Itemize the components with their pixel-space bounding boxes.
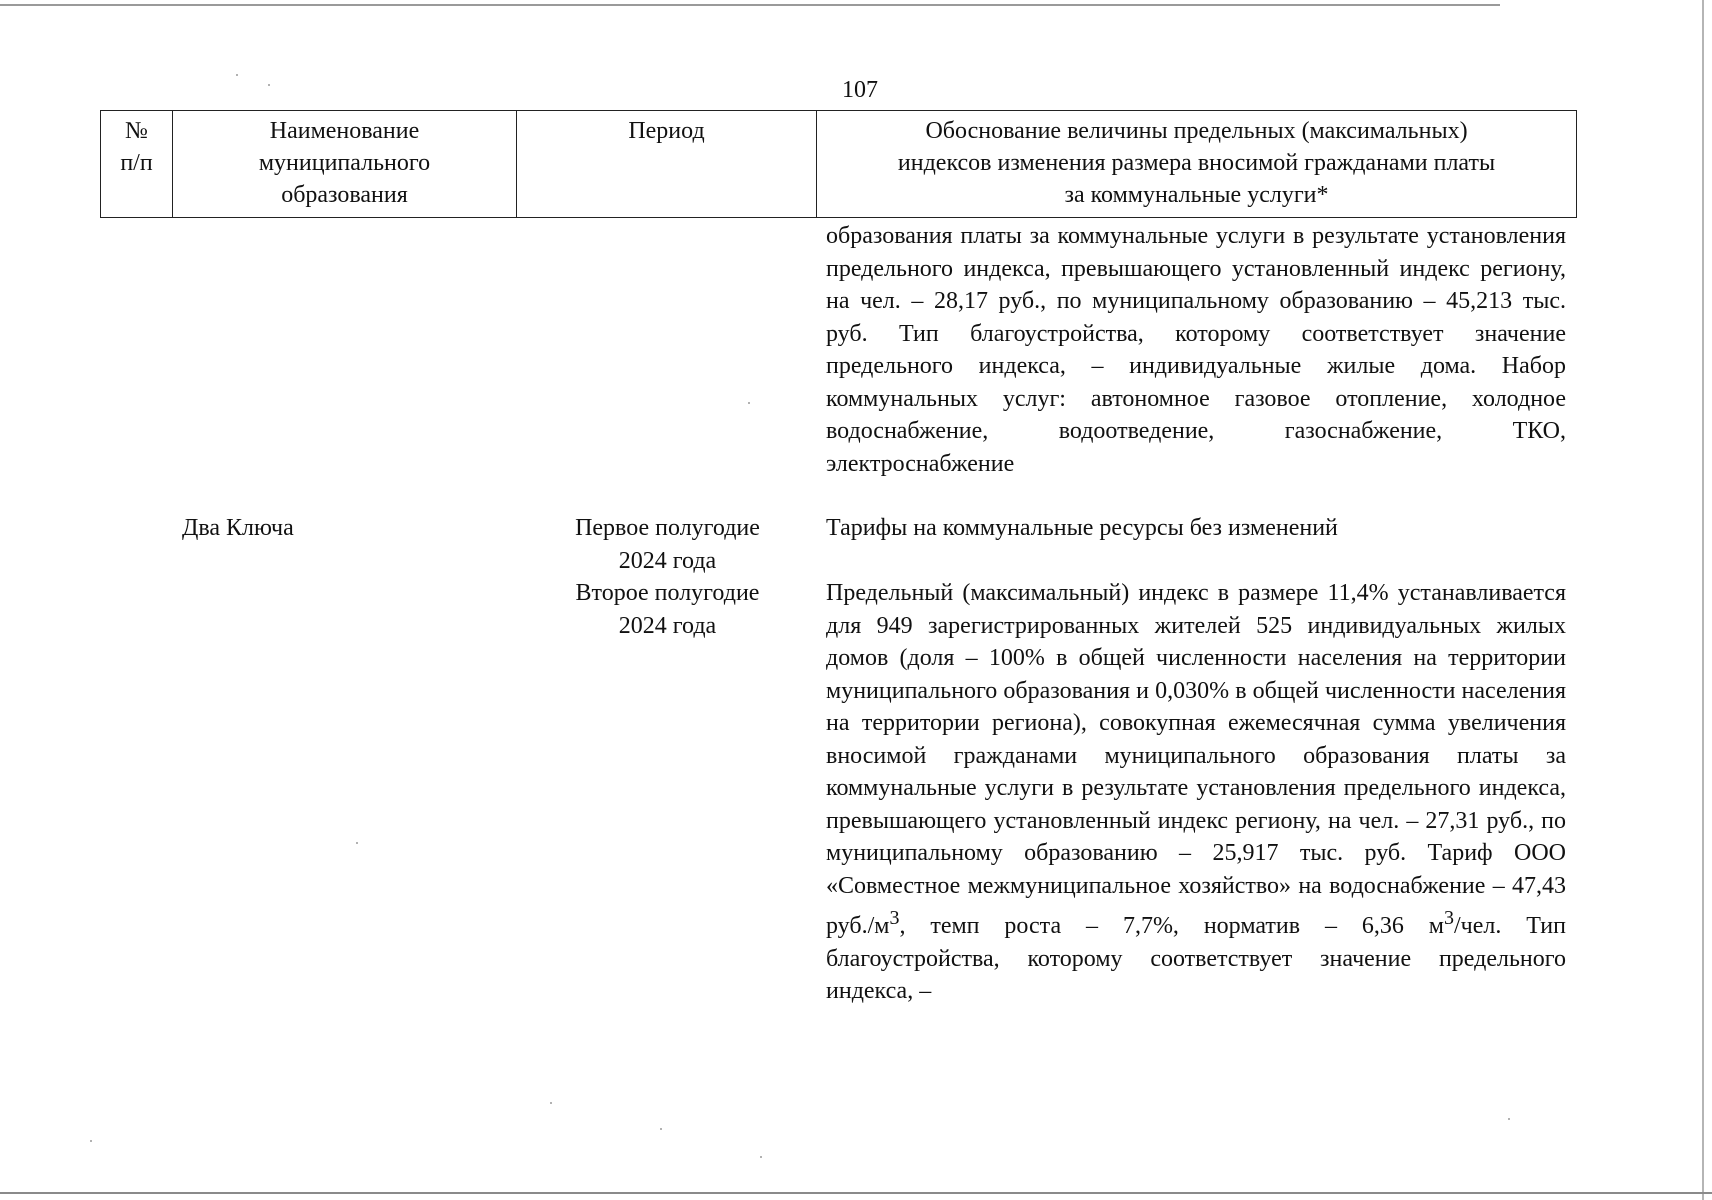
basis-second-text-part2: , темп роста – 7,7%, норматив – 6,36 м [899, 913, 1444, 939]
municipality-name: Два Ключа [182, 515, 294, 541]
header-number-cell: № п/п [101, 111, 173, 218]
scan-speck [268, 84, 270, 86]
scan-speck [90, 1140, 92, 1142]
basis-second-text-part1: Предельный (максимальный) индекс в размере 11,4% устанавливается для 949 зарегистрированных жителей 525 индивидуальных жилых домов (доля – 100% в общей численности населения на территории муниципального образования и 0,030% в общей численности населения на территории региона), совокупная ежемесячная сумма увеличения вносимой гражданами муниципального образования платы за коммунальные услуги в результате установления предельного индекса, превышающего установленный индекс региону, на чел. – 27,31 руб., по муниципальному образованию – 25,917 тыс. руб. Тариф ООО «Совместное межмуниципальное хозяйство» на водоснабжение – 47,43 руб./м [826, 580, 1566, 939]
basis-second-text-part3: /чел. Тип благоустройства, которому соответствует значение предельного индекса, – [826, 913, 1566, 1004]
period-second-half [545, 577, 790, 642]
table-header [100, 110, 1577, 218]
superscript-cubic-2: 3 [1443, 907, 1454, 929]
scan-speck [660, 1128, 662, 1130]
period-first-half [545, 512, 790, 577]
scan-border-bottom [0, 1192, 1712, 1194]
scan-speck [236, 74, 238, 76]
scan-speck [760, 1156, 762, 1158]
period-first-line1: Первое полугодие [575, 515, 760, 541]
period-first-line2: 2024 года [618, 547, 717, 574]
scan-border-right [1702, 0, 1704, 1200]
basis-first-half: Тарифы на коммунальные ресурсы без изменений [826, 515, 1338, 541]
scan-speck [748, 402, 750, 404]
header-name-cell: Наименование муниципального образования [173, 111, 517, 218]
scan-speck [356, 842, 358, 844]
table-header-row [101, 111, 1577, 218]
scan-border-top [0, 4, 1500, 6]
period-second-line2: 2024 года [618, 612, 717, 639]
superscript-cubic-1: 3 [889, 907, 900, 929]
period-second-line1: Второе полугодие [575, 580, 760, 606]
page-number: 107 [842, 77, 878, 103]
basis-second-half [826, 577, 1566, 1008]
continued-basis-text: образования платы за коммунальные услуги в результате установления предельного индекса, превышающего установленный индекс региону, на чел. – 28,17 руб., по муниципальному образованию – 45,213 тыс. руб. Тип благоустройства, которому соответствует значение предельного индекса, – индивидуальные жилые дома. Набор коммунальных услуг: автономное газовое отопление, холодное водоснабжение, водоотведение, газоснабжение, ТКО, электроснабжение [826, 223, 1566, 477]
header-basis-cell: Обоснование величины предельных (максимальных) индексов изменения размера вносимой гражданами платы за коммунальные услуги* [817, 111, 1577, 218]
header-period-cell: Период [517, 111, 817, 218]
scan-speck [550, 1102, 552, 1104]
scan-speck [1508, 1118, 1510, 1120]
